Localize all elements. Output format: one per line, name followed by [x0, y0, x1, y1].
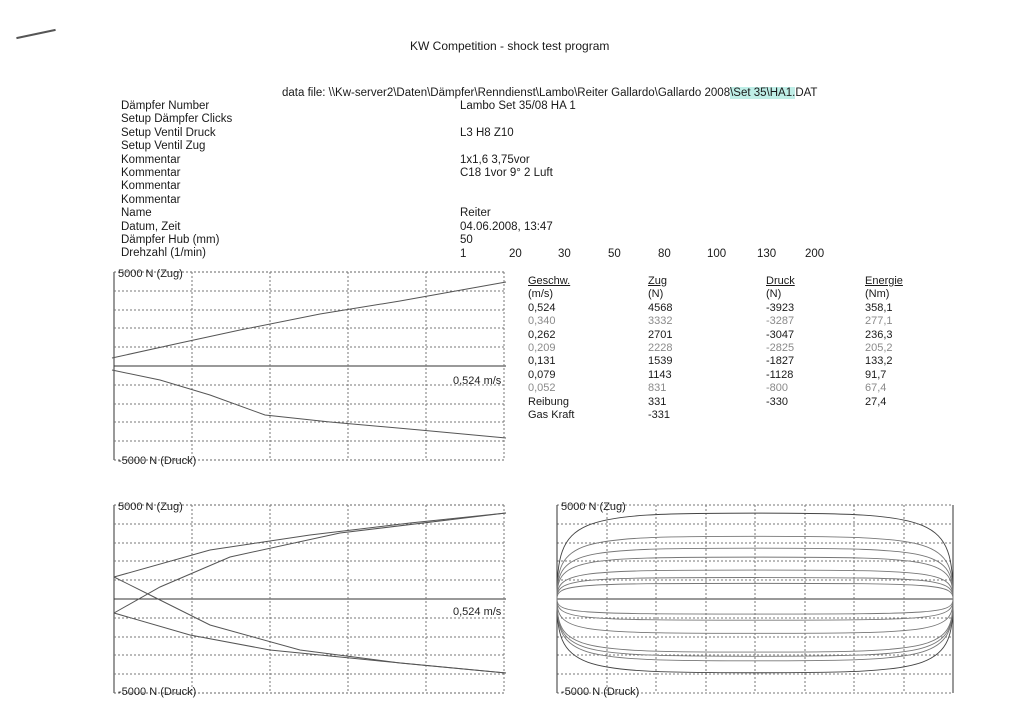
cell: 4568: [648, 301, 673, 314]
meta-label: Setup Dämpfer Clicks: [121, 113, 233, 126]
ylabel-top: 5000 N (Zug): [561, 501, 626, 513]
data-file-suffix: DAT: [795, 87, 818, 99]
chart-force-velocity-top: [100, 262, 520, 472]
cell: 205,2: [865, 341, 893, 354]
grid: [557, 505, 953, 693]
cell: 0,131: [528, 355, 556, 368]
rpm-130: 130: [757, 248, 777, 260]
cell: -1128: [766, 368, 794, 381]
ylabel-top: 5000 N (Zug): [118, 501, 183, 513]
cell: 0,052: [528, 382, 556, 395]
meta-value: 1x1,6 3,75vor: [460, 153, 530, 166]
meta-value: [460, 140, 576, 153]
cell: -3287: [766, 315, 795, 328]
meta-value: 50: [460, 233, 473, 246]
col-energie: [865, 275, 903, 409]
meta-value: C18 1vor 9° 2 Luft: [460, 166, 553, 179]
series-zug-out-line: [114, 513, 506, 577]
unit-druck: (N): [766, 288, 782, 301]
col-druck: [766, 275, 795, 409]
cell: 1143: [648, 368, 672, 381]
cell: -3047: [766, 328, 795, 341]
series-zug-return-line: [114, 513, 506, 613]
cell: Gas Kraft: [528, 408, 575, 421]
cell: 27,4: [865, 395, 887, 408]
ylabel-top: 5000 N (Zug): [118, 268, 183, 280]
meta-label: Kommentar: [121, 166, 181, 179]
cell: 331: [648, 395, 667, 408]
meta-label: Datum, Zeit: [121, 220, 181, 233]
cell: 831: [648, 382, 667, 395]
col-zug: [648, 275, 672, 422]
meta-value: L3 H8 Z10: [460, 126, 514, 139]
series-druck-return-line: [114, 577, 506, 673]
cell: 91,7: [865, 368, 887, 381]
meta-label: Kommentar: [121, 180, 181, 193]
meta-value: Reiter: [460, 207, 491, 220]
cell: Reibung: [528, 395, 569, 408]
series-druck-out-line: [114, 613, 506, 673]
meta-value: [460, 194, 576, 207]
data-file-highlight: \Set 35\HA1.: [730, 87, 796, 99]
xlabel: 0,524 m/s: [453, 375, 502, 387]
cell: -3923: [766, 301, 795, 314]
meta-label: Drehzahl (1/min): [121, 247, 206, 260]
cell: 236,3: [865, 328, 893, 341]
ylabel-bottom: -5000 N (Druck): [118, 455, 197, 467]
header-energie: Energie: [865, 275, 903, 287]
cell: 0,340: [528, 315, 556, 328]
cell: -330: [766, 395, 789, 408]
cell: 2701: [648, 328, 673, 341]
ylabel-bottom: -5000 N (Druck): [118, 686, 197, 698]
chart-work-diagram: [545, 495, 965, 705]
cell: 277,1: [865, 315, 893, 328]
cell: -800: [766, 382, 789, 395]
meta-label: Setup Ventil Zug: [121, 140, 206, 153]
cell: -2825: [766, 341, 795, 354]
meta-value: 04.06.2008, 13:47: [460, 220, 553, 233]
unit-speed: (m/s): [528, 288, 554, 301]
rpm-30: 30: [558, 248, 571, 260]
cell: 3332: [648, 315, 673, 328]
meta-value: Lambo Set 35/08 HA 1: [460, 100, 576, 112]
data-file-path: [282, 87, 817, 100]
cell: 0,079: [528, 368, 556, 381]
rpm-50: 50: [608, 248, 621, 260]
rpm-20: 20: [509, 248, 522, 260]
header-speed: Geschw.: [528, 275, 571, 287]
scan-mark: [16, 29, 56, 39]
cell: 0,262: [528, 328, 556, 341]
cell: 2228: [648, 341, 673, 354]
header-druck: Druck: [766, 275, 795, 287]
chart-force-velocity-bottom: [100, 495, 520, 705]
meta-label: Kommentar: [121, 153, 181, 166]
meta-label: Name: [121, 207, 152, 220]
data-file-prefix: data file: \\Kw-server2\Daten\Dämpfer\Renndienst\Lambo\Reiter Gallardo\Gallardo 2008: [282, 87, 731, 99]
grid: [114, 505, 506, 693]
results-table: [528, 275, 928, 425]
cell: 0,209: [528, 341, 556, 354]
rpm-80: 80: [658, 248, 671, 260]
rpm-100: 100: [707, 248, 727, 260]
rpm-200: 200: [805, 248, 825, 260]
ylabel-bottom: -5000 N (Druck): [561, 686, 640, 698]
header-zug: Zug: [648, 275, 667, 287]
cell: 67,4: [865, 382, 887, 395]
meta-values: [460, 100, 576, 247]
grid: [114, 272, 506, 460]
meta-value: [460, 180, 576, 193]
meta-label: Setup Ventil Druck: [121, 126, 216, 139]
cell: -331: [648, 408, 671, 421]
meta-label: Kommentar: [121, 193, 181, 206]
cell: 0,524: [528, 301, 556, 314]
cell: -1827: [766, 355, 795, 368]
meta-value: [460, 113, 576, 126]
unit-zug: (N): [648, 288, 664, 301]
cell: 133,2: [865, 355, 893, 368]
rpm-1: 1: [460, 248, 467, 260]
cell: 358,1: [865, 301, 893, 314]
meta-label: Dämpfer Number: [121, 100, 210, 112]
xlabel: 0,524 m/s: [453, 606, 502, 618]
col-speed: [528, 275, 574, 422]
page-title: KW Competition - shock test program: [410, 39, 610, 53]
meta-labels: [121, 100, 232, 261]
cell: 1539: [648, 355, 673, 368]
unit-energie: (Nm): [865, 288, 890, 301]
meta-label: Dämpfer Hub (mm): [121, 233, 220, 246]
